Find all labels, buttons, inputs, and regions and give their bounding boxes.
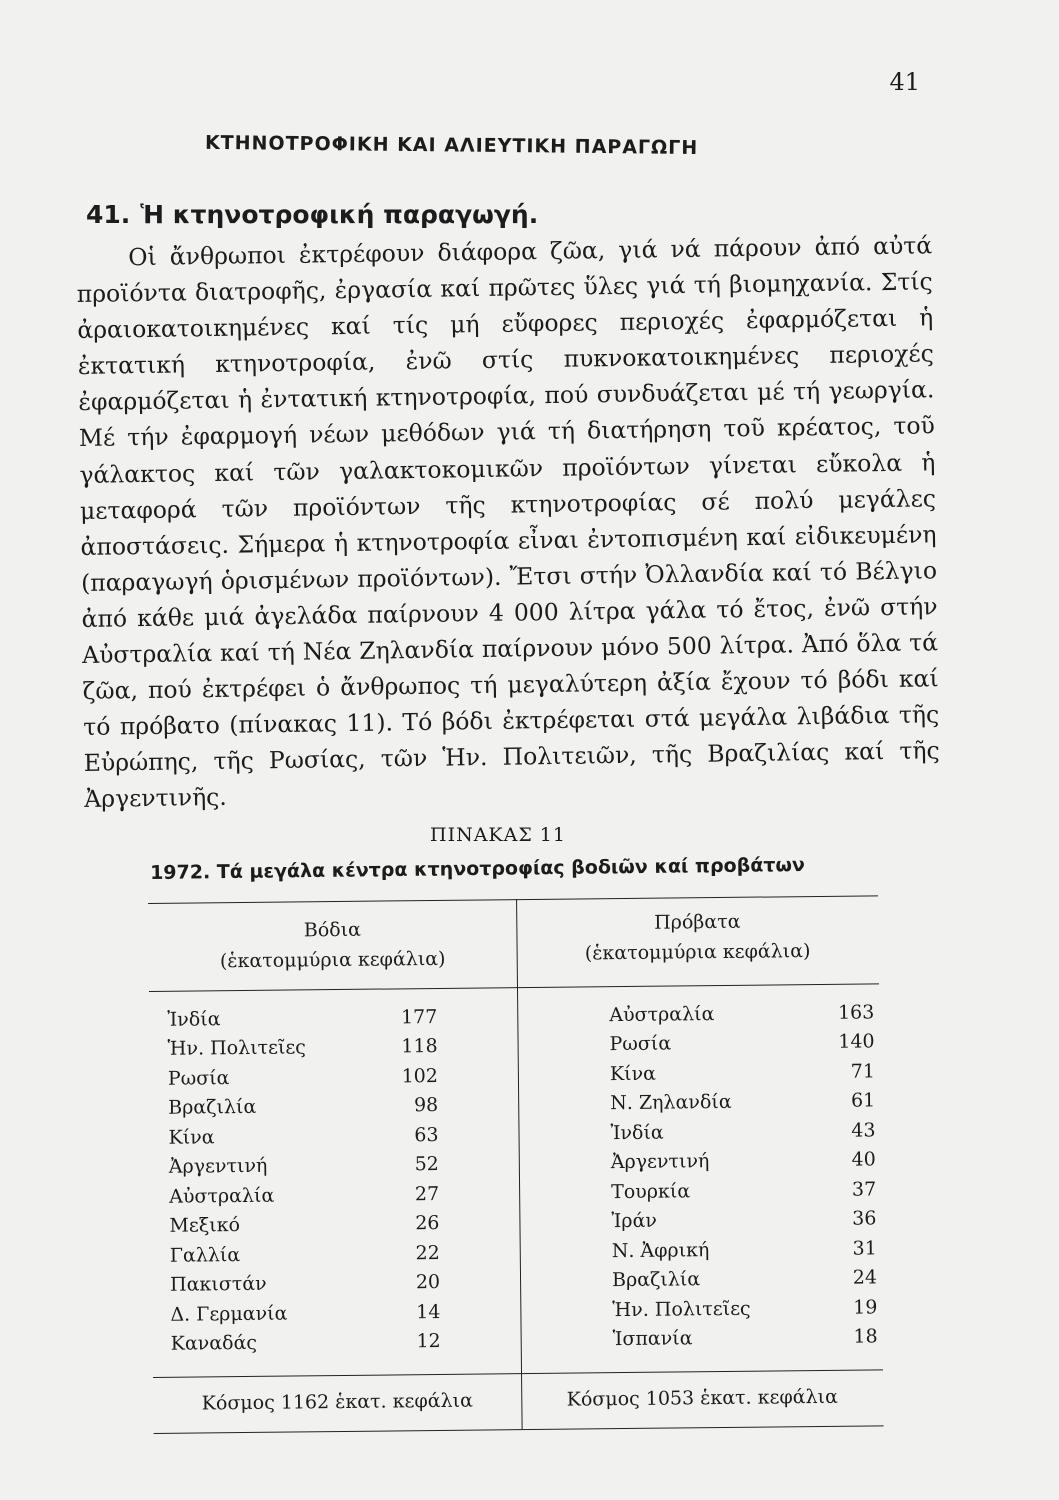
table-row [170, 1267, 440, 1299]
country-name: Ἰνδία [167, 1007, 221, 1031]
country-name: Ρωσία [609, 1032, 672, 1056]
table-row [168, 1120, 438, 1152]
sheep-column [609, 997, 878, 1354]
table-row [168, 1090, 438, 1122]
cattle-value: 63 [414, 1123, 439, 1146]
table-row [611, 1145, 876, 1177]
table-row [610, 1056, 875, 1088]
section-number: 41. [86, 200, 131, 229]
sheep-value: 140 [838, 1030, 875, 1054]
country-name: Ἡν. Πολιτεῖες [612, 1297, 751, 1321]
cattle-value: 20 [415, 1271, 441, 1294]
country-name: Ἰράν [611, 1209, 658, 1233]
cattle-value: 14 [416, 1300, 441, 1323]
table-header-rule [149, 983, 879, 992]
sheep-header-unit: (ἑκατομμύρια κεφάλια) [584, 940, 811, 965]
country-name: Αὐστραλία [609, 1002, 715, 1026]
country-name: Βραζιλία [611, 1268, 701, 1292]
cattle-total: Κόσμος 1162 ἑκατ. κεφάλια [201, 1389, 473, 1415]
sheep-value: 43 [851, 1119, 876, 1142]
table-row [610, 1115, 875, 1147]
country-name: Βραζιλία [168, 1096, 257, 1120]
country-name: Ἀργεντινή [168, 1155, 268, 1179]
cattle-value: 102 [401, 1064, 439, 1088]
sheep-value: 40 [851, 1148, 876, 1171]
table-column-divider [516, 899, 523, 1429]
cattle-header-unit: (ἑκατομμύρια κεφάλια) [219, 947, 446, 973]
table-row [612, 1263, 877, 1295]
body-text [76, 227, 940, 817]
cattle-value: 98 [413, 1094, 439, 1117]
livestock-table [148, 887, 884, 1440]
sheep-header-title: Πρόβατα [654, 910, 741, 934]
table-row [609, 997, 874, 1029]
table-row [171, 1326, 441, 1358]
cattle-header-title: Βόδια [303, 918, 362, 942]
sheep-value: 37 [851, 1178, 877, 1201]
cattle-value: 22 [415, 1241, 440, 1264]
cattle-value: 27 [414, 1182, 440, 1205]
cattle-value: 26 [415, 1212, 440, 1235]
country-name: Δ. Γερμανία [170, 1302, 288, 1326]
country-name: Ρωσία [167, 1066, 230, 1090]
table-row [169, 1149, 439, 1181]
cattle-value: 12 [416, 1330, 441, 1353]
table-row [612, 1292, 877, 1324]
country-name: Κίνα [609, 1062, 657, 1085]
country-name: Μεξικό [169, 1214, 241, 1238]
sheep-value: 19 [853, 1296, 878, 1319]
table-row [613, 1322, 878, 1354]
sheep-value: 71 [850, 1060, 875, 1083]
body-paragraph: Οἱ ἄνθρωποι ἐκτρέφουν διάφορα ζῶα, γιά νά πάρουν ἀπό αὐτά προϊόντα διατροφῆς, ἐργασία καί πρῶτες ὕλες γιά τή βιομηχανία. Στίς ἀραιοκατοικημένες καί τίς μή εὔφορες περιοχές ἐφαρμόζεται ἡ ἐκτατική κτηνοτροφία, ἐνῶ στίς πυκνοκατοικημένες περιοχές ἐφαρμόζεται ἡ ἐντατική κτηνοτροφία, πού συνδυάζεται μέ τή γεωργία. Μέ τήν ἐφαρμογή νέων μεθόδων γιά τή διατήρηση τοῦ κρέατος, τοῦ γάλακτος καί τῶν γαλακτοκομικῶν προϊόντων γίνεται εὔκολα ἡ μεταφορά τῶν προϊόντων τῆς κτηνοτροφίας σέ πολύ μεγάλες ἀποστάσεις. Σήμερα ἡ κτηνοτροφία εἶναι ἐντοπισμένη καί εἰδικευμένη (παραγωγή ὁρισμένων προϊόντων). Ἔτσι στήν Ὀλλανδία καί τό Βέλγιο ἀπό κάθε μιά ἀγελάδα παίρνουν 4 000 λίτρα γάλα τό ἔτος, ἐνῶ στήν Αὐστραλία καί τή Νέα Ζηλανδία παίρνουν μόνο 500 λίτρα. Ἀπό ὅλα τά ζῶα, πού ἐκτρέφει ὁ ἄνθρωπος τή μεγαλύτερη ἀξία ἔχουν τό βόδι καί τό πρόβατο (πίνακας 11). Τό βόδι ἐκτρέφεται στά μεγάλα λιβάδια τῆς Εὐρώπης, τῆς Ρωσίας, τῶν Ἡν. Πολιτειῶν, τῆς Βραζιλίας καί τῆς Ἀργεντινῆς. [76, 231, 940, 814]
sheep-value: 24 [852, 1266, 878, 1289]
cattle-header [148, 913, 517, 977]
country-name: Ν. Ἀφρική [611, 1238, 710, 1262]
country-name: Γαλλία [169, 1243, 241, 1267]
table-bottom-rule [154, 1425, 884, 1434]
sheep-value: 18 [853, 1325, 878, 1348]
table-total-rule [153, 1369, 883, 1378]
table-row [169, 1208, 439, 1240]
sheep-value: 31 [852, 1237, 877, 1260]
country-name: Πακιστάν [169, 1273, 267, 1297]
country-name: Ἀργεντινή [610, 1150, 710, 1174]
cattle-value: 118 [401, 1035, 438, 1058]
country-name: Ἡν. Πολιτεῖες [167, 1036, 307, 1061]
section-title: Ἡ κτηνοτροφική παραγωγή. [140, 200, 539, 229]
sheep-total: Κόσμος 1053 ἑκατ. κεφάλια [566, 1385, 838, 1411]
sheep-value: 163 [837, 1001, 875, 1024]
table-row [167, 1031, 437, 1063]
table-row [167, 1002, 437, 1034]
cattle-value: 52 [414, 1153, 439, 1176]
section-heading [86, 200, 538, 229]
table-row [169, 1179, 439, 1211]
country-name: Τουρκία [611, 1180, 691, 1203]
table-caption: 1972. Τά μεγάλα κέντρα κτηνοτροφίας βοδιῶν καί προβάτων [150, 854, 806, 884]
cattle-value: 177 [400, 1005, 438, 1029]
table-top-rule [148, 895, 878, 904]
sheep-value: 61 [850, 1089, 876, 1112]
table-row [611, 1174, 876, 1206]
country-name: Αὐστραλία [169, 1184, 275, 1208]
country-name: Ν. Ζηλανδία [610, 1091, 732, 1115]
page-number: 41 [889, 68, 920, 96]
country-name: Ἱσπανία [612, 1327, 693, 1351]
country-name: Κίνα [168, 1126, 215, 1149]
table-row [611, 1204, 876, 1236]
table-label: ΠΙΝΑΚΑΣ 11 [430, 824, 566, 846]
sheep-header [516, 905, 879, 969]
country-name: Καναδάς [170, 1332, 258, 1356]
cattle-column [167, 1002, 441, 1359]
sheep-value: 36 [852, 1207, 877, 1230]
chapter-title: ΚΤΗΝΟΤΡΟΦΙΚΗ ΚΑΙ ΑΛΙΕΥΤΙΚΗ ΠΑΡΑΓΩΓΗ [204, 131, 699, 160]
table-row [609, 1027, 874, 1059]
table-row [170, 1238, 440, 1270]
table-row [168, 1061, 438, 1093]
table-row [170, 1297, 440, 1329]
table-row [612, 1233, 877, 1265]
table-row [610, 1086, 875, 1118]
country-name: Ἰνδία [610, 1121, 664, 1144]
